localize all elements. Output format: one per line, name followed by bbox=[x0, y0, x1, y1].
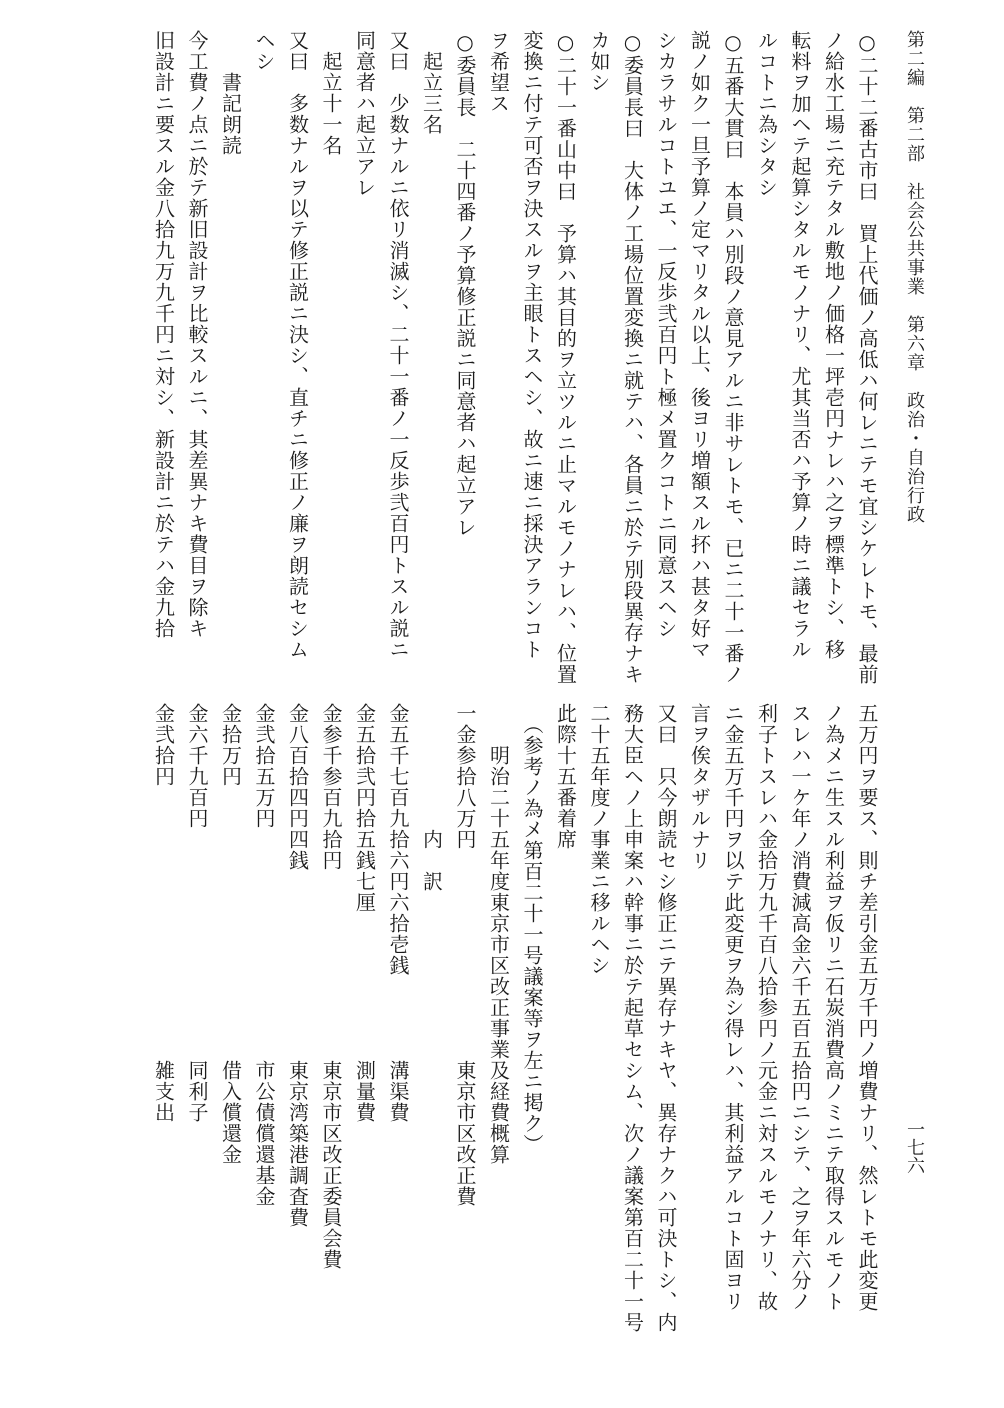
text-line: 明治二十五年度東京市区改正事業及経費概算 bbox=[486, 703, 511, 1165]
text-line: 金五千七百九拾六円六拾壱銭 溝渠費 bbox=[386, 703, 410, 1123]
text-line: 又曰 只今朗読セシ修正ニテ異存ナキヤ、異存ナクハ可決トシ、内 bbox=[654, 703, 678, 1333]
text-line: （参考ノ為メ第百二十一号議案等ヲ左ニ掲ク） bbox=[520, 703, 544, 1155]
text-line: 転料ヲ加ヘテ起算シタルモノナリ、尤其当否ハ予算ノ時ニ議セラル bbox=[788, 30, 812, 660]
text-line: 内 訳 bbox=[419, 703, 444, 892]
page-number: 一七六 bbox=[904, 1120, 925, 1174]
text-line: ルコトニ為シタシ bbox=[754, 30, 779, 198]
text-line: ノ給水工場ニ充テタル敷地ノ価格一坪壱円ナレハ之ヲ標準トシ、移 bbox=[821, 30, 846, 660]
running-header: 第二編 第二部 社会公共事業 第六章 政治・自治行政 bbox=[904, 30, 925, 524]
text-line: 金六千九百円 同利子 bbox=[185, 703, 209, 1123]
text-line: 金八百拾四円四銭 東京湾築港調査費 bbox=[285, 703, 310, 1228]
text-line: カ如シ bbox=[587, 30, 611, 93]
text-line: ○委員長曰 大体ノ工場位置変換ニ就テハ、各員ニ於テ別段異存ナキ bbox=[620, 30, 645, 685]
text-line: 起立十一名 bbox=[319, 30, 343, 156]
text-line: 同意者ハ起立アレ bbox=[352, 30, 377, 198]
text-line: ヘシ bbox=[252, 30, 276, 72]
text-line: ノ為メニ生スル利益ヲ仮リニ石炭消費高ノミニテ取得スルモノト bbox=[821, 703, 846, 1312]
upper-text-block bbox=[63, 30, 883, 685]
text-line: 旧設計ニ要スル金八拾九万九千円ニ対シ、新設計ニ於テハ金九拾 bbox=[151, 30, 176, 639]
text-line: ○二十二番古市曰 買上代価ノ高低ハ何レニテモ宜シケレトモ、最前 bbox=[855, 30, 879, 685]
text-line: 起立三名 bbox=[419, 30, 444, 135]
text-line: ニ金五万千円ヲ以テ此変更ヲ為シ得レハ、其利益アルコト固ヨリ bbox=[721, 703, 745, 1312]
text-line: 今工費ノ点ニ於テ新旧設計ヲ比較スルニ、其差異ナキ費目ヲ除キ bbox=[185, 30, 209, 639]
text-line: 金拾万円 借入償還金 bbox=[218, 703, 243, 1165]
text-line: ○五番大貫曰 本員ハ別段ノ意見アルニ非サレトモ、已ニ二十一番ノ bbox=[721, 30, 745, 685]
text-line: 利子トスレハ金拾万九千百八拾参円ノ元金ニ対スルモノナリ、故 bbox=[754, 703, 779, 1312]
text-line: 二十五年度ノ事業ニ移ルヘシ bbox=[587, 703, 611, 976]
text-line: 此際十五番着席 bbox=[553, 703, 578, 850]
text-line: 金参千参百九拾円 東京市区改正委員会費 bbox=[319, 703, 343, 1270]
text-line: 務大臣ヘノ上申案ハ幹事ニ於テ起草セシム、次ノ議案第百二十一号 bbox=[620, 703, 645, 1333]
text-line: ヲ希望ス bbox=[486, 30, 511, 114]
text-line: 金弐拾円 雑支出 bbox=[151, 703, 176, 1123]
text-line: ○委員長 二十四番ノ予算修正説ニ同意者ハ起立アレ bbox=[453, 30, 477, 538]
text-line: スレハ一ケ年ノ消費減高金六千五百五拾円ニシテ、之ヲ年六分ノ bbox=[788, 703, 812, 1312]
text-line: 金弐拾五万円 市公債償還基金 bbox=[252, 703, 276, 1207]
text-line: 一金参拾八万円 東京市区改正費 bbox=[453, 703, 477, 1207]
text-line: 金五拾弐円拾五銭七厘 測量費 bbox=[352, 703, 377, 1123]
text-line: 変換ニ付テ可否ヲ決スルヲ主眼トスヘシ、故ニ速ニ採決アランコト bbox=[520, 30, 544, 660]
text-line: 説ノ如ク一旦予算ノ定マリタル以上、後ヨリ増額スル抔ハ甚タ好マ bbox=[687, 30, 712, 660]
text-line: 書記朗読 bbox=[218, 30, 243, 156]
text-line: 又曰 多数ナルヲ以テ修正説ニ決シ、直チニ修正ノ廉ヲ朗読セシム bbox=[285, 30, 310, 660]
text-line: 言ヲ俟タザルナリ bbox=[687, 703, 712, 871]
text-line: ○二十一番山中曰 予算ハ其目的ヲ立ツルニ止マルモノナレハ、位置 bbox=[553, 30, 578, 685]
text-line: シカラサルコトユエ、一反歩弐百円ト極メ置クコトニ同意スヘシ bbox=[654, 30, 678, 639]
text-line: 又曰 少数ナルニ依リ消滅シ、二十一番ノ一反歩弐百円トスル説ニ bbox=[386, 30, 410, 660]
lower-text-block bbox=[63, 703, 883, 1383]
text-line: 五万円ヲ要ス、則チ差引金五万千円ノ増費ナリ、然レトモ此変更 bbox=[855, 703, 879, 1312]
